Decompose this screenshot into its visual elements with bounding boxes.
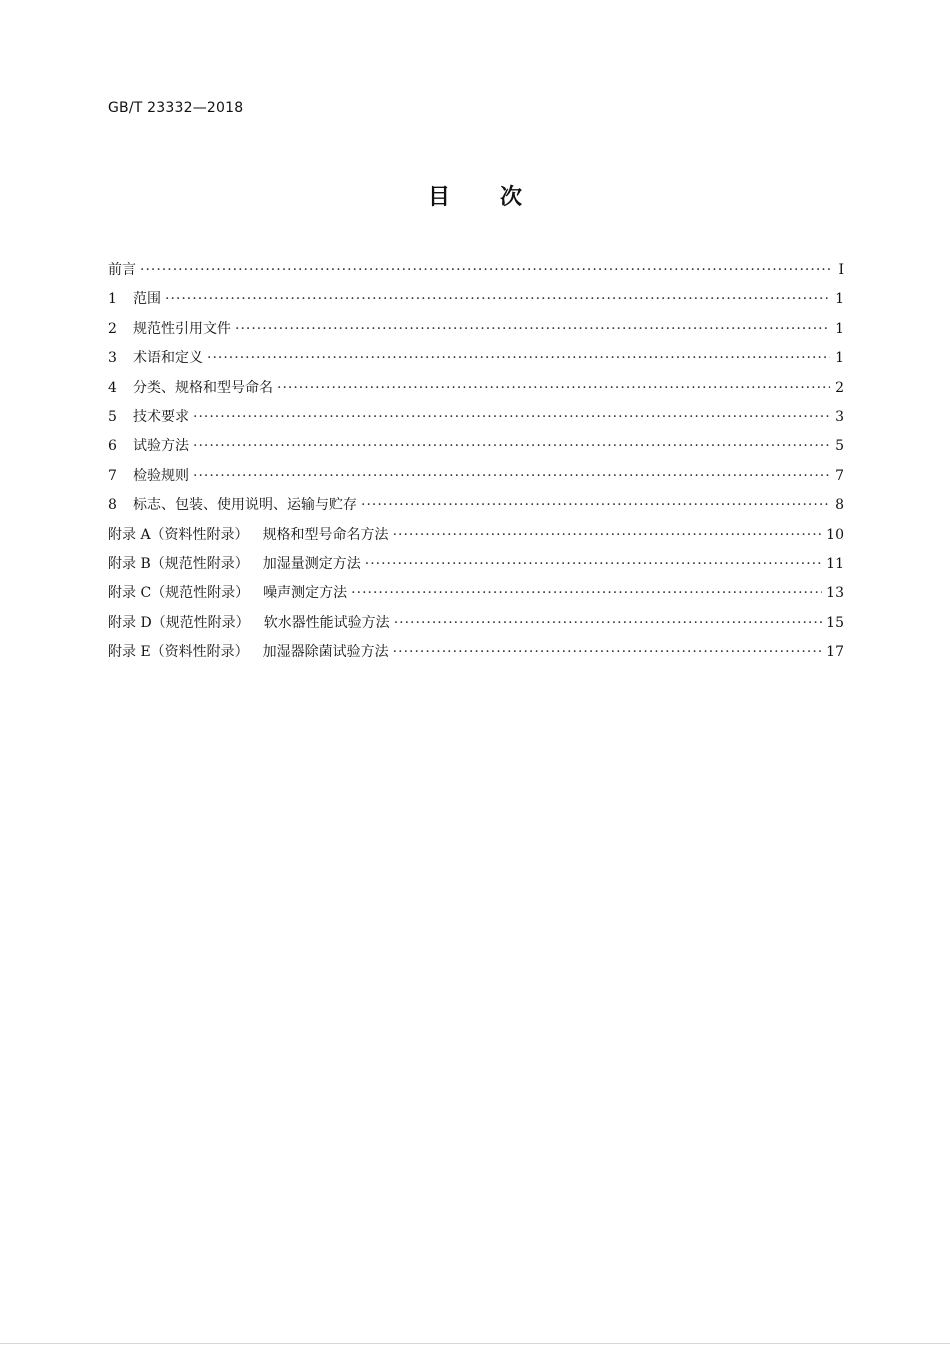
table-of-contents <box>108 259 844 670</box>
toc-leader-dots <box>165 291 830 307</box>
page-title: 目次 <box>427 185 572 210</box>
toc-entry-appendix-e[interactable] <box>108 641 844 670</box>
toc-entry-number: 8 <box>108 497 117 514</box>
toc-entry-4[interactable] <box>108 377 844 406</box>
appendix-label: 附录 E（资料性附录） <box>108 644 249 661</box>
toc-entry-7[interactable] <box>108 465 844 494</box>
toc-entry-1[interactable] <box>108 288 844 317</box>
appendix-label: 附录 B（规范性附录） <box>108 555 249 572</box>
toc-leader-dots <box>140 262 830 278</box>
toc-leader-dots <box>193 409 830 425</box>
toc-entry-3[interactable] <box>108 347 844 376</box>
page-bottom-divider <box>0 1343 950 1344</box>
toc-leader-dots <box>365 556 822 572</box>
toc-entry-label: 规范性引用文件 <box>133 320 231 337</box>
toc-entry-page: 3 <box>835 408 844 425</box>
toc-leader-dots <box>361 497 830 513</box>
toc-entry-page: 1 <box>835 320 844 337</box>
toc-entry-page: 7 <box>835 467 844 484</box>
toc-leader-dots <box>393 644 823 660</box>
toc-entry-label: 试验方法 <box>133 438 189 455</box>
standard-number: GB/T 23332—2018 <box>108 100 244 116</box>
toc-entry-appendix-c[interactable] <box>108 582 844 611</box>
toc-entry-label: 术语和定义 <box>133 350 203 367</box>
toc-entry-page: 1 <box>835 291 844 308</box>
toc-entry-label: 分类、规格和型号命名 <box>133 379 273 396</box>
toc-entry-label: 标志、包装、使用说明、运输与贮存 <box>133 497 357 514</box>
toc-entry-appendix-d[interactable] <box>108 612 844 641</box>
appendix-label: 附录 C（规范性附录） <box>108 585 250 602</box>
toc-leader-dots <box>193 468 830 484</box>
appendix-title: 规格和型号命名方法 <box>262 526 389 543</box>
toc-entry-appendix-b[interactable] <box>108 553 844 582</box>
toc-entry-number: 1 <box>108 291 117 308</box>
toc-entry-label: 检验规则 <box>133 467 189 484</box>
toc-entry-6[interactable] <box>108 435 844 464</box>
toc-entry-number: 4 <box>108 379 117 396</box>
toc-leader-dots <box>207 350 830 366</box>
toc-entry-page: 17 <box>826 644 844 661</box>
appendix-title: 噪声测定方法 <box>263 585 348 602</box>
appendix-label: 附录 A（资料性附录） <box>108 526 249 543</box>
toc-entry-appendix-a[interactable] <box>108 524 844 553</box>
toc-leader-dots <box>235 321 830 337</box>
toc-entry-number: 3 <box>108 350 117 367</box>
toc-leader-dots <box>394 615 822 631</box>
toc-entry-5[interactable] <box>108 406 844 435</box>
toc-entry-page: 2 <box>835 379 844 396</box>
appendix-label: 附录 D（规范性附录） <box>108 614 250 631</box>
toc-leader-dots <box>277 380 830 396</box>
toc-entry-label: 前言 <box>108 262 136 278</box>
toc-entry-page: 11 <box>826 555 844 572</box>
toc-entry-number: 7 <box>108 467 117 484</box>
appendix-title: 加湿器除菌试验方法 <box>262 644 389 661</box>
toc-entry-8[interactable] <box>108 494 844 523</box>
appendix-title: 加湿量测定方法 <box>262 555 361 572</box>
toc-entry-page: 5 <box>835 438 844 455</box>
toc-entry-label: 范围 <box>133 291 161 308</box>
toc-entry-number: 5 <box>108 408 117 425</box>
toc-entry-label: 技术要求 <box>133 408 189 425</box>
toc-entry-page: 15 <box>826 614 844 631</box>
toc-entry-2[interactable] <box>108 318 844 347</box>
toc-entry-page: Ⅰ <box>838 262 844 278</box>
toc-leader-dots <box>393 527 823 543</box>
appendix-title: 软水器性能试验方法 <box>263 614 390 631</box>
toc-entry-number: 2 <box>108 320 117 337</box>
toc-entry-number: 6 <box>108 438 117 455</box>
toc-entry-page: 10 <box>826 526 844 543</box>
toc-leader-dots <box>351 585 822 601</box>
toc-entry-foreword[interactable] <box>108 259 844 288</box>
toc-entry-page: 13 <box>826 585 844 602</box>
toc-entry-page: 8 <box>835 497 844 514</box>
toc-leader-dots <box>193 438 830 454</box>
toc-entry-page: 1 <box>835 350 844 367</box>
